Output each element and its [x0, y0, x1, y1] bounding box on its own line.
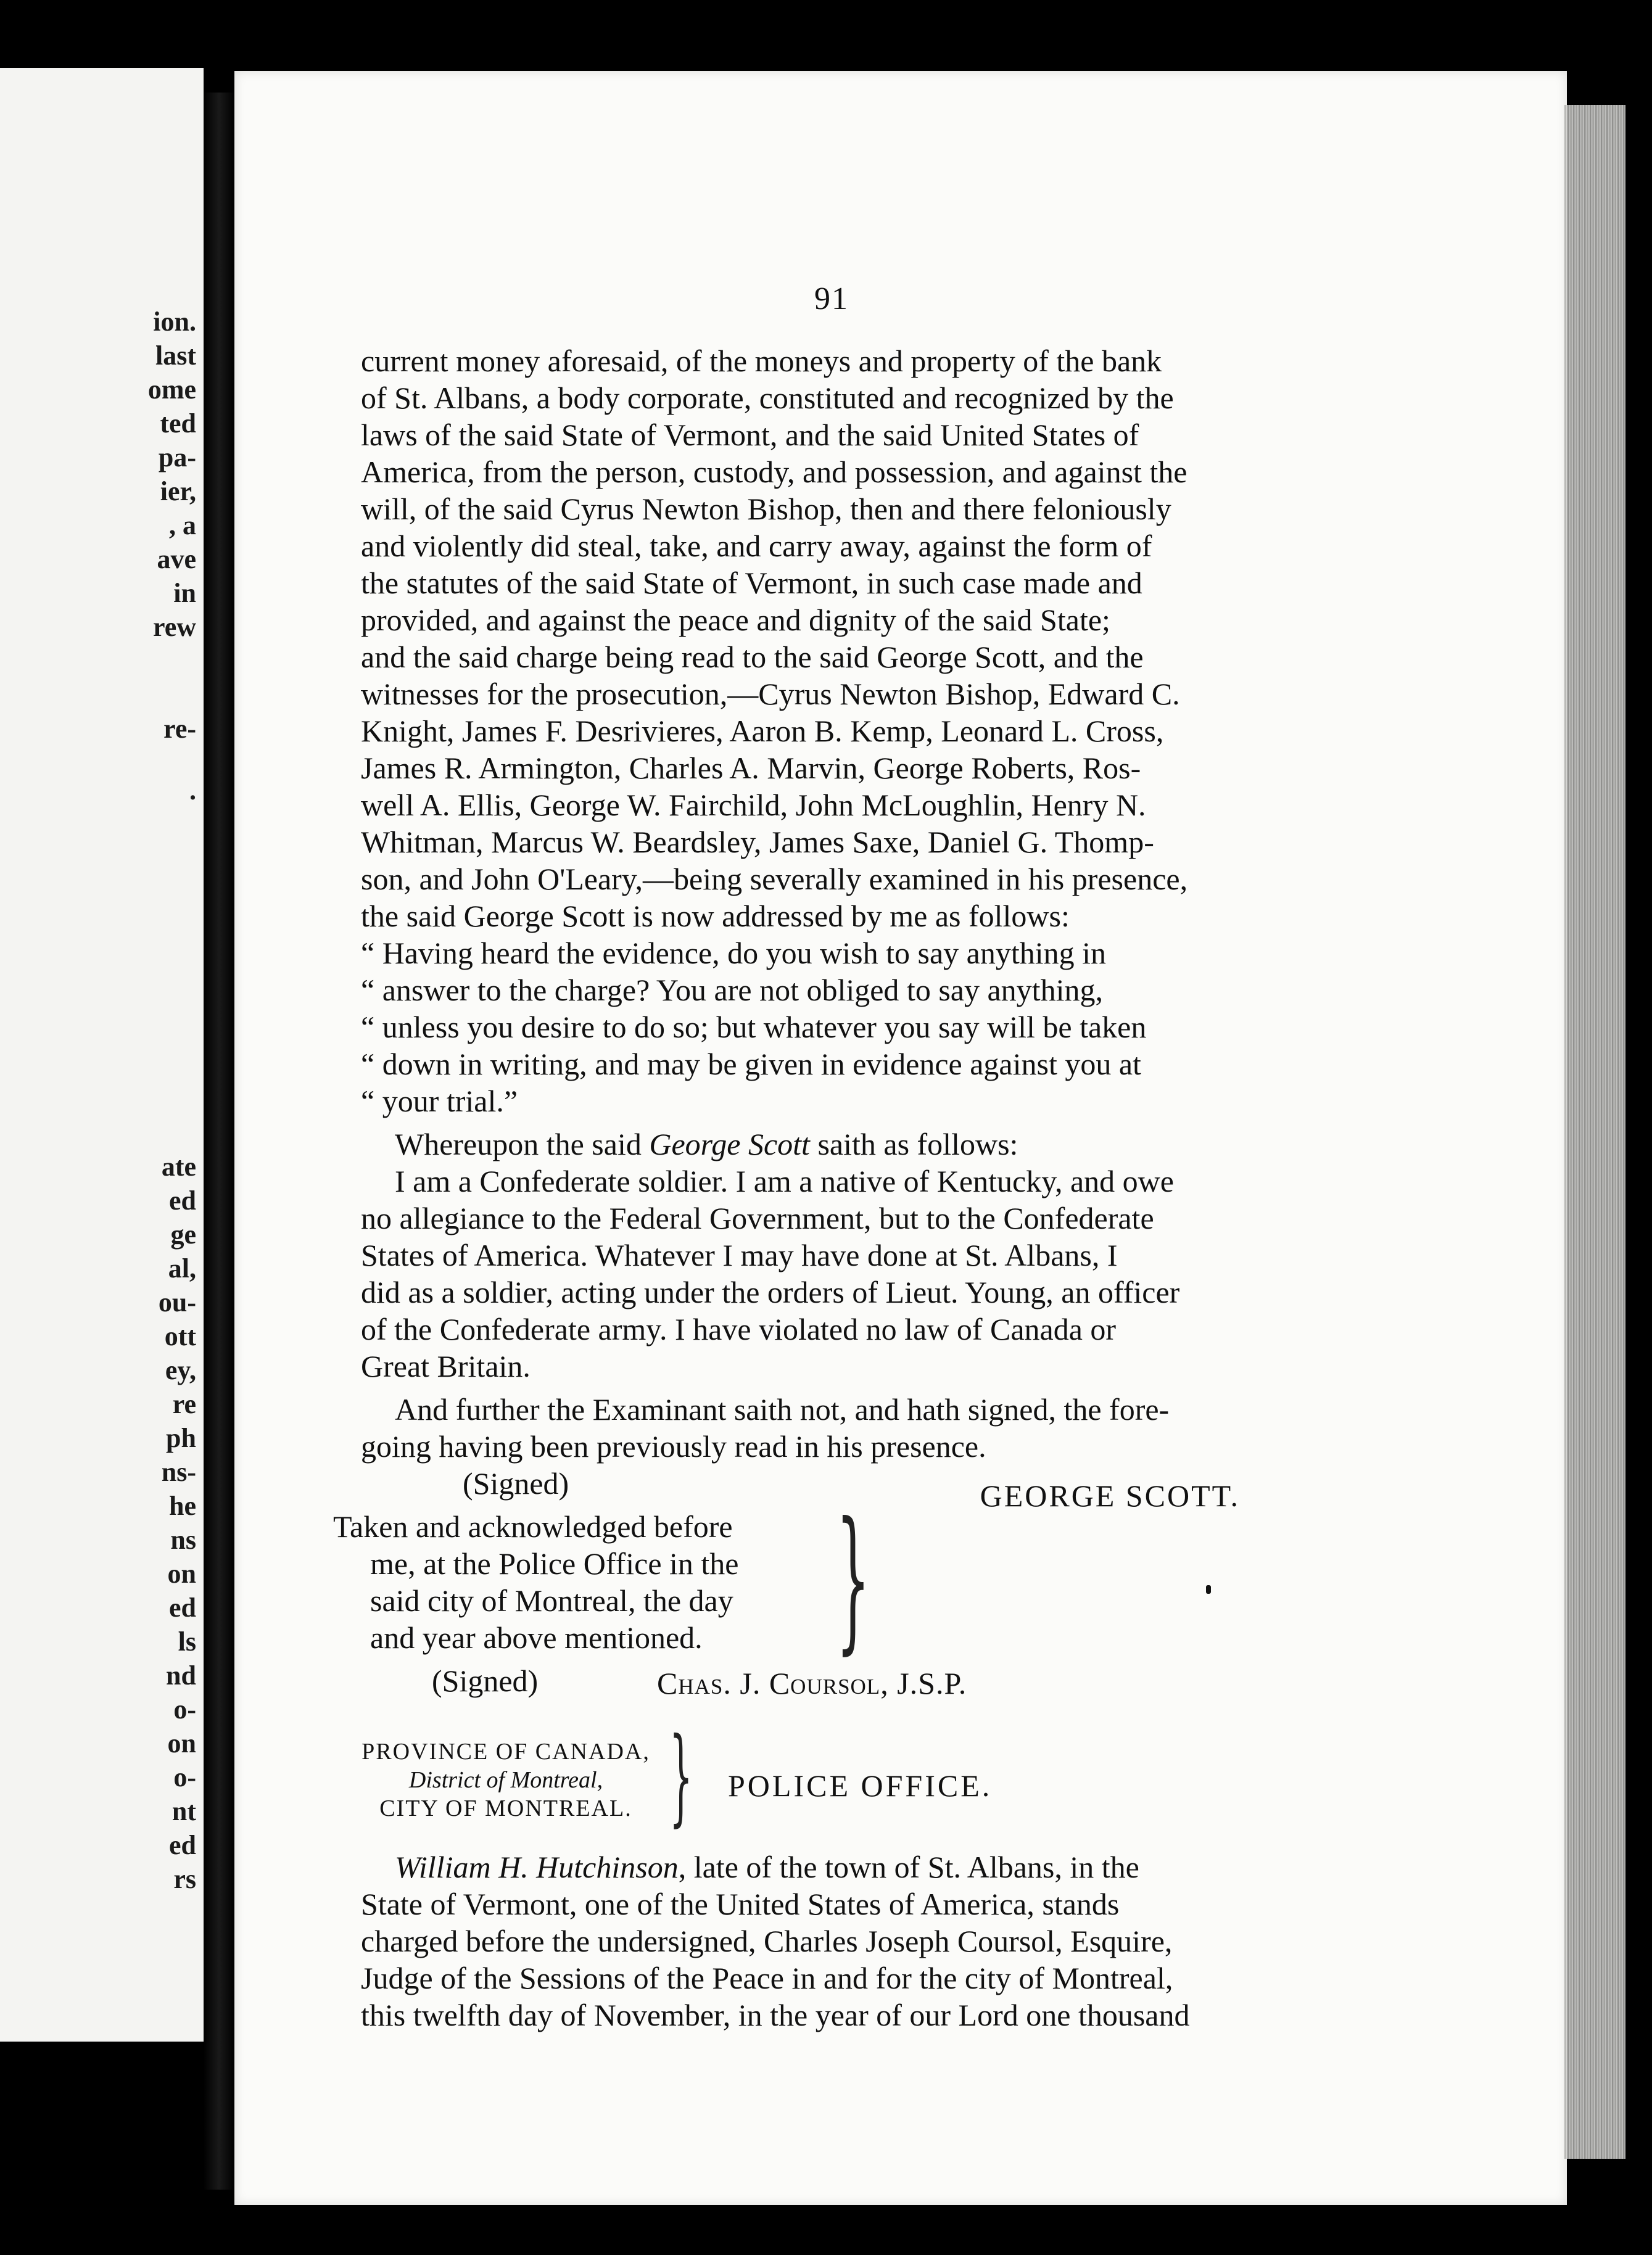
text-line: of St. Albans, a body corporate, constituted and recognized by the	[361, 381, 1174, 415]
fragment-line: , a	[169, 510, 196, 540]
judge-signed-label: (Signed)	[432, 1663, 539, 1698]
final-line: charged before the undersigned, Charles Joseph Coursol, Esquire,	[361, 1924, 1173, 1958]
signature-name: GEORGE SCOTT.	[980, 1478, 1240, 1513]
text-line: current money aforesaid, of the moneys and property of the bank	[361, 344, 1162, 378]
text-line: provided, and against the peace and dignity of the said State;	[361, 603, 1110, 637]
fragment-line: rew	[152, 612, 196, 642]
testimony-line: I am a Confederate soldier. I am a native of Kentucky, and owe	[395, 1164, 1174, 1198]
province-line: PROVINCE OF CANADA,	[361, 1739, 650, 1765]
final-line: State of Vermont, one of the United States of America, stands	[361, 1887, 1120, 1921]
text-line: witnesses for the prosecution,—Cyrus Newton Bishop, Edward C.	[361, 677, 1180, 711]
text-line: America, from the person, custody, and possession, and against the	[361, 455, 1187, 489]
fragment-line: last	[155, 340, 196, 371]
judge-name: Chas. J. Coursol, J.S.P.	[657, 1666, 967, 1701]
fragment-line: rs	[173, 1864, 196, 1894]
whereupon-suffix: saith as follows:	[809, 1127, 1018, 1161]
text-line: will, of the said Cyrus Newton Bishop, then and there feloniously	[361, 492, 1171, 526]
further-line: And further the Examinant saith not, and hath signed, the fore-	[395, 1392, 1170, 1427]
testimony-line: no allegiance to the Federal Government, but to the Confederate	[361, 1201, 1154, 1235]
fragment-line: on	[167, 1728, 196, 1758]
fragment-line: on	[167, 1559, 196, 1589]
fragment-line: ome	[147, 374, 196, 405]
fragment-line: nd	[166, 1660, 196, 1691]
fragment-line: .	[189, 775, 196, 806]
testimony-line: of the Confederate army. I have violated no law of Canada or	[361, 1312, 1117, 1346]
fragment-line: ed	[169, 1593, 196, 1623]
fragment-line: ed	[169, 1185, 196, 1216]
fragment-line: o-	[173, 1694, 196, 1725]
fragment-line: re-	[163, 714, 196, 744]
fragment-line: ls	[178, 1626, 196, 1657]
page-edge-stack	[1564, 105, 1625, 2159]
curly-brace-icon: }	[836, 1489, 870, 1668]
text-line: and violently did steal, take, and carry away, against the form of	[361, 529, 1152, 563]
fragment-line: o-	[173, 1762, 196, 1792]
fragment-line: nt	[171, 1796, 196, 1826]
fragment-line: ier,	[160, 476, 196, 506]
further-line: going having been previously read in his presence.	[361, 1429, 986, 1464]
accused-name: William H. Hutchinson	[395, 1850, 679, 1884]
examinant-name: George Scott	[649, 1127, 810, 1161]
judge-signature-row	[361, 1662, 1305, 1701]
ack-line: said city of Montreal, the day	[370, 1583, 733, 1618]
ink-speck	[1206, 1585, 1211, 1594]
fragment-line: he	[169, 1491, 196, 1521]
text-line: well A. Ellis, George W. Fairchild, John McLoughlin, Henry N.	[361, 788, 1146, 822]
city-line: CITY OF MONTREAL.	[379, 1795, 632, 1821]
fragment-line: ph	[166, 1423, 196, 1453]
acknowledgement-text	[333, 1508, 839, 1656]
page-body	[333, 342, 1305, 2034]
district-line: District of Montreal,	[408, 1767, 603, 1793]
quote-line: “ down in writing, and may be given in evidence against you at	[361, 1047, 1141, 1081]
quote-line: “ Having heard the evidence, do you wish to say anything in	[361, 936, 1107, 970]
testimony-line: did as a soldier, acting under the orders of Lieut. Young, an officer	[361, 1275, 1180, 1309]
province-heading	[361, 1715, 1305, 1849]
fragment-line: ge	[170, 1219, 196, 1250]
quote-line: “ unless you desire to do so; but whatever you say will be taken	[361, 1010, 1147, 1044]
fragment-line: al,	[168, 1253, 196, 1284]
final-line: Judge of the Sessions of the Peace in and for the city of Montreal,	[361, 1961, 1173, 1995]
text-line: and the said charge being read to the said George Scott, and the	[361, 640, 1144, 674]
facing-page-fragment	[0, 68, 204, 2042]
ack-line: and year above mentioned.	[370, 1620, 703, 1655]
text-line: Knight, James F. Desrivieres, Aaron B. Kemp, Leonard L. Cross,	[361, 714, 1164, 748]
fragment-line: ott	[164, 1321, 196, 1351]
quote-line: “ your trial.”	[361, 1084, 518, 1118]
province-lines	[333, 1738, 679, 1823]
text-line: Whitman, Marcus W. Beardsley, James Saxe, Daniel G. Thomp-	[361, 825, 1154, 859]
fragment-line: ted	[160, 408, 196, 439]
fragment-line: ou-	[158, 1287, 196, 1317]
fragment-line: pa-	[158, 442, 196, 472]
fragment-line: ed	[169, 1830, 196, 1860]
fragment-line: ns	[170, 1525, 196, 1555]
text-line: the said George Scott is now addressed by me as follows:	[361, 899, 1070, 933]
text-line: son, and John O'Leary,—being severally examined in his presence,	[361, 862, 1188, 896]
testimony-line: Great Britain.	[361, 1349, 531, 1383]
text-line: the statutes of the said State of Vermont, in such case made and	[361, 566, 1142, 600]
fragment-line: ns-	[161, 1457, 196, 1487]
signature-row	[361, 1465, 1305, 1513]
ack-line: me, at the Police Office in the	[370, 1546, 739, 1581]
fragment-line: ate	[161, 1152, 196, 1182]
police-office-heading: POLICE OFFICE.	[728, 1768, 993, 1803]
text-line: James R. Armington, Charles A. Marvin, George Roberts, Ros-	[361, 751, 1141, 785]
testimony-line: States of America. Whatever I may have done at St. Albans, I	[361, 1238, 1118, 1272]
fragment-line: ave	[157, 544, 196, 574]
whereupon-prefix: Whereupon the said	[395, 1127, 650, 1161]
fragment-line: re	[172, 1389, 196, 1419]
ack-line: Taken and acknowledged before	[333, 1509, 733, 1544]
fragment-line: ion.	[153, 307, 196, 337]
fragment-line: in	[173, 578, 196, 608]
signed-label: (Signed)	[463, 1466, 569, 1501]
curly-brace-icon: }	[669, 1715, 693, 1837]
quote-line: “ answer to the charge? You are not obliged to say anything,	[361, 973, 1103, 1007]
text-line: laws of the said State of Vermont, and the said United States of	[361, 418, 1139, 452]
final-line-rest: , late of the town of St. Albans, in the	[678, 1850, 1139, 1884]
whereupon-line	[361, 1126, 1305, 1163]
page-number: 91	[814, 281, 849, 316]
book-gutter	[204, 93, 234, 2190]
fragment-line: ey,	[165, 1355, 196, 1385]
final-line: this twelfth day of November, in the year of our Lord one thousand	[361, 1998, 1190, 2032]
final-line	[361, 1849, 1305, 1886]
